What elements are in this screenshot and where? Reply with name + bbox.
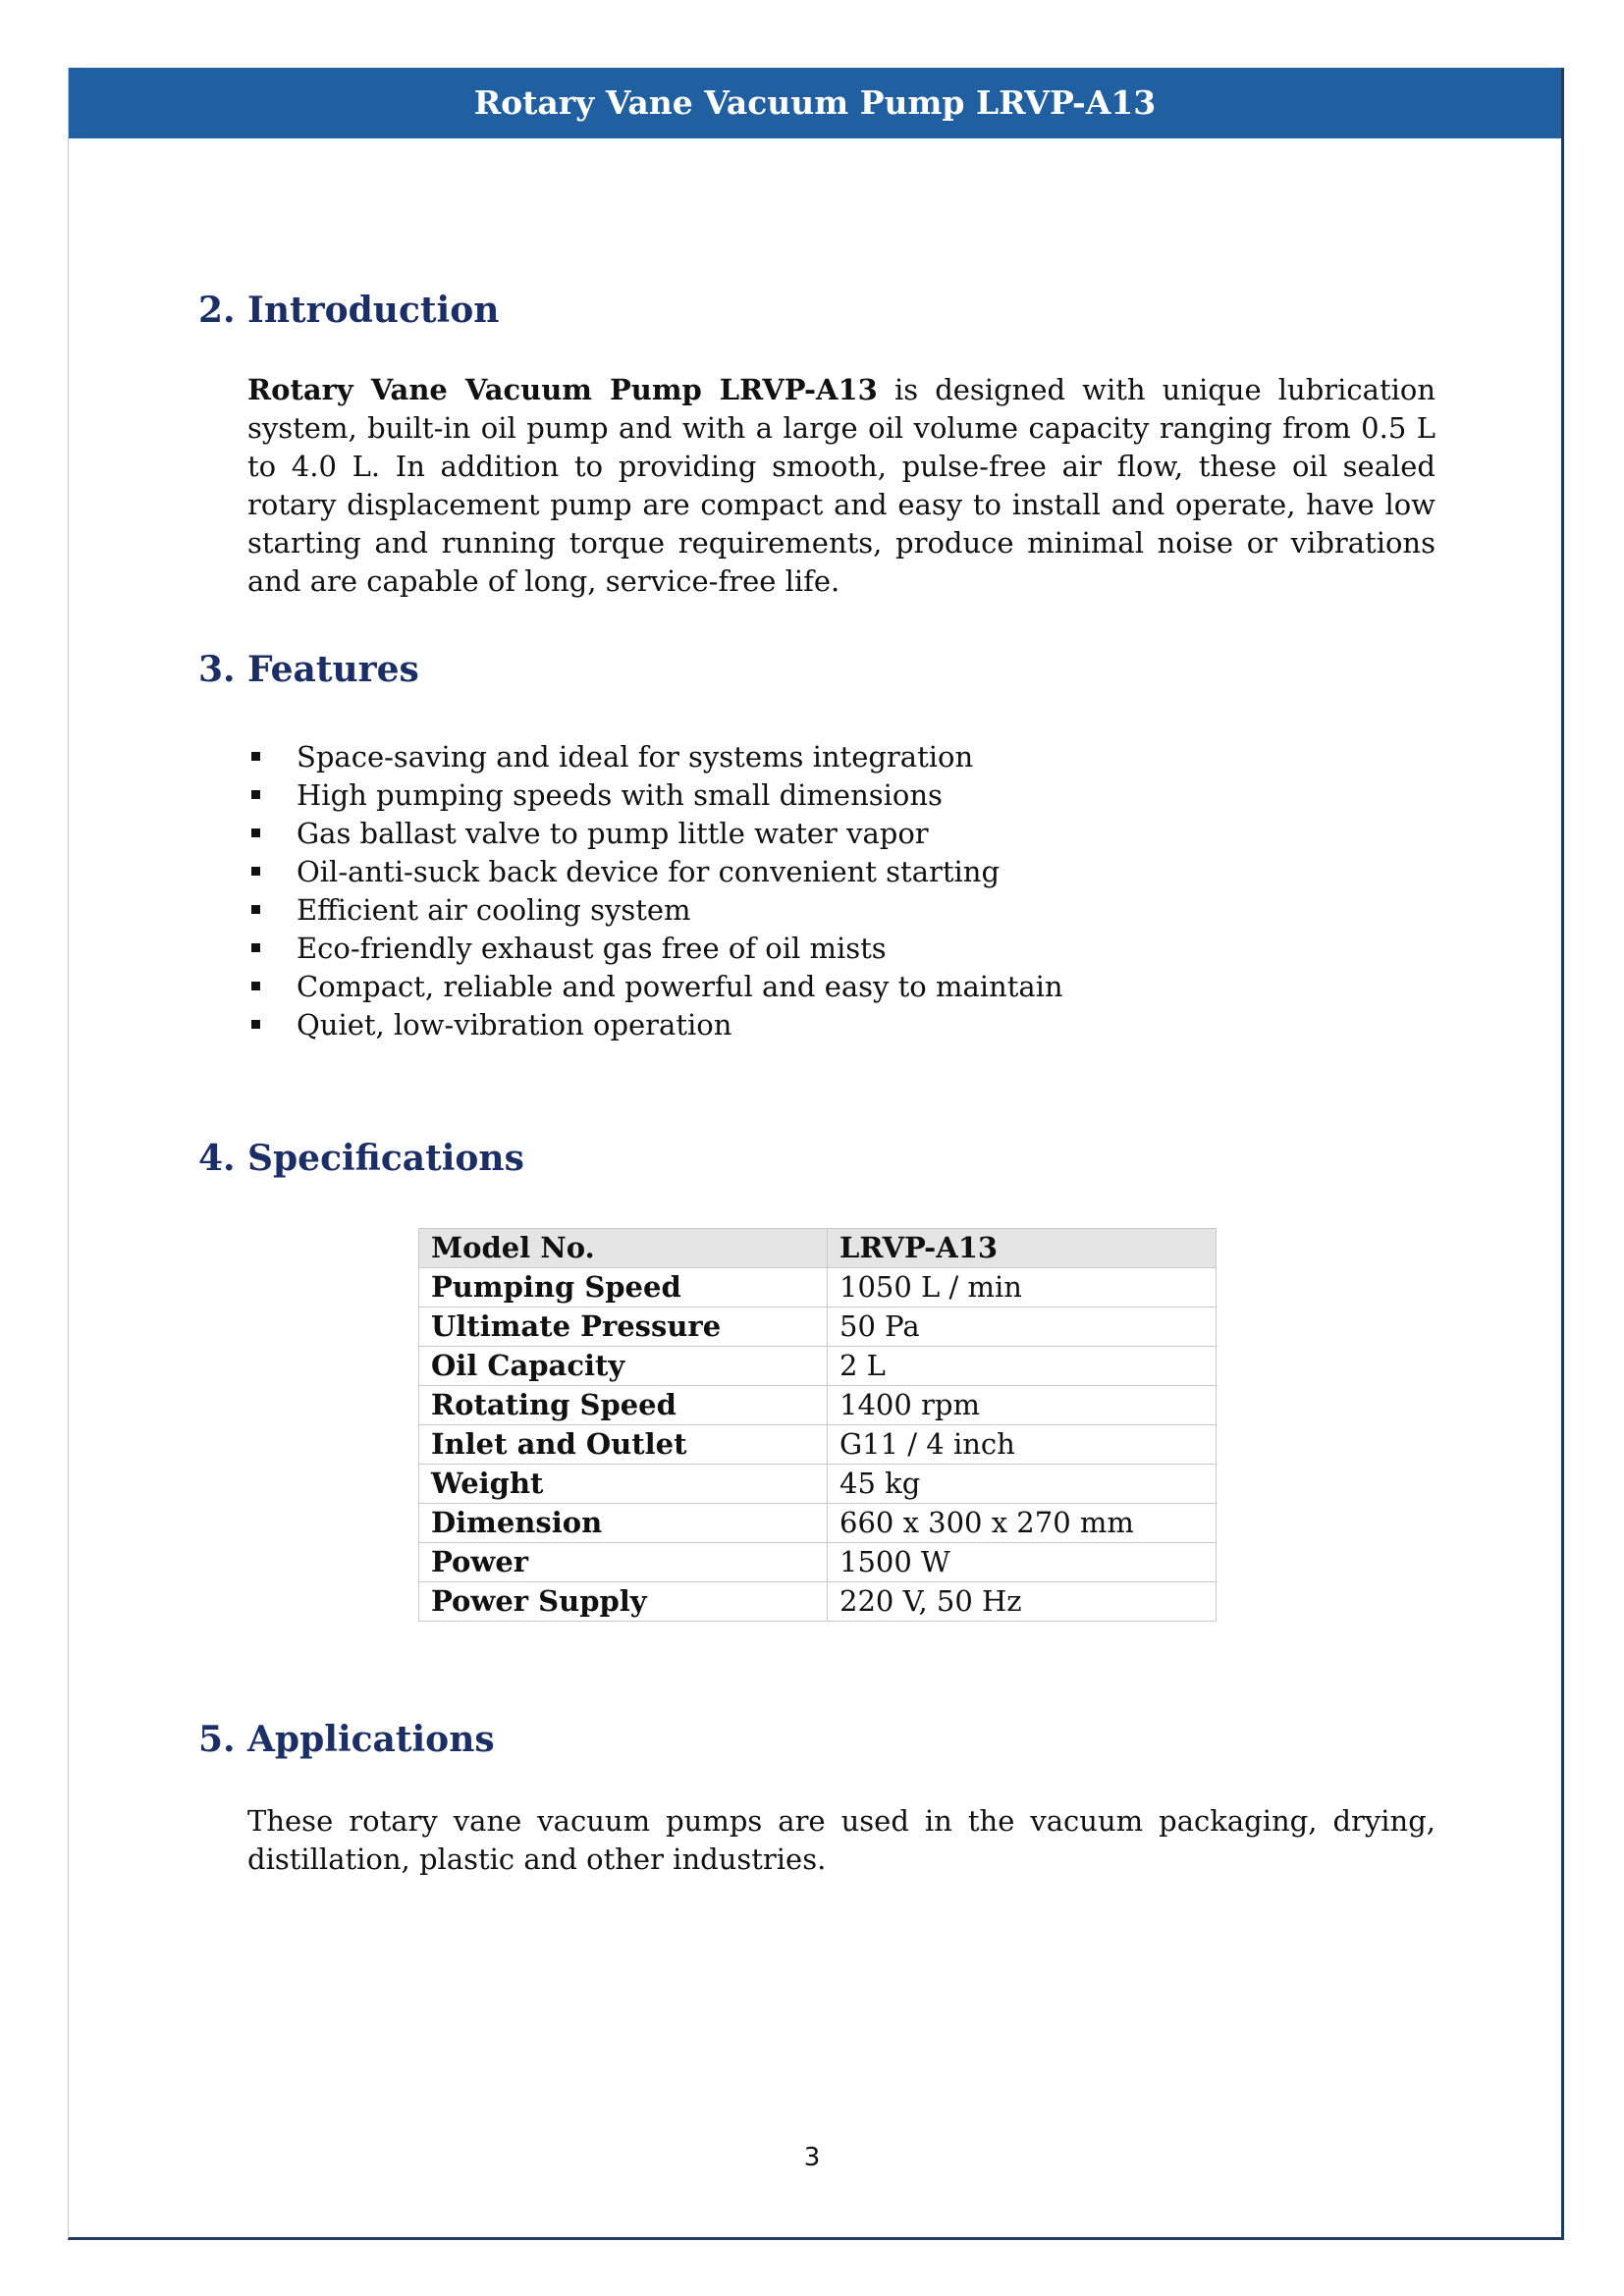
square-bullet-icon [251, 867, 260, 876]
table-row [419, 1386, 1217, 1425]
features-heading [198, 648, 419, 691]
table-row [419, 1504, 1217, 1543]
spec-value: LRVP-A13 [828, 1229, 1217, 1268]
spec-value: G11 / 4 inch [828, 1425, 1217, 1465]
feature-item [247, 815, 1063, 853]
introduction-number: 2. [198, 290, 236, 331]
feature-text: Space-saving and ideal for systems integration [297, 740, 974, 774]
spec-label: Ultimate Pressure [419, 1308, 828, 1347]
spec-value: 660 x 300 x 270 mm [828, 1504, 1217, 1543]
specifications-number: 4. [198, 1138, 236, 1179]
table-row [419, 1465, 1217, 1504]
square-bullet-icon [251, 943, 260, 952]
features-number: 3. [198, 649, 236, 690]
spec-value: 1050 L / min [828, 1268, 1217, 1308]
square-bullet-icon [251, 1020, 260, 1029]
square-bullet-icon [251, 828, 260, 837]
table-header-row [419, 1229, 1217, 1268]
feature-text: Eco-friendly exhaust gas free of oil mists [297, 932, 887, 965]
introduction-lead: Rotary Vane Vacuum Pump LRVP-A13 [247, 373, 878, 406]
introduction-paragraph [247, 371, 1435, 601]
spec-label: Model No. [419, 1229, 828, 1268]
specifications-title: Specifications [247, 1138, 524, 1179]
introduction-heading [198, 289, 499, 332]
applications-title: Applications [247, 1719, 495, 1760]
spec-label: Weight [419, 1465, 828, 1504]
feature-item [247, 738, 1063, 776]
square-bullet-icon [251, 790, 260, 799]
spec-label: Rotating Speed [419, 1386, 828, 1425]
feature-text: Quiet, low-vibration operation [297, 1008, 732, 1041]
spec-value: 45 kg [828, 1465, 1217, 1504]
spec-value: 50 Pa [828, 1308, 1217, 1347]
square-bullet-icon [251, 982, 260, 990]
features-title: Features [247, 649, 419, 690]
feature-text: Efficient air cooling system [297, 893, 691, 927]
document-title: Rotary Vane Vacuum Pump LRVP-A13 [69, 68, 1561, 138]
spec-value: 1500 W [828, 1543, 1217, 1582]
applications-paragraph: These rotary vane vacuum pumps are used in the vacuum packaging, drying, distillation, plastic and other industries. [247, 1804, 1435, 1876]
feature-item [247, 1006, 1063, 1044]
feature-text: Compact, reliable and powerful and easy to maintain [297, 970, 1063, 1003]
spec-value: 1400 rpm [828, 1386, 1217, 1425]
specifications-table [418, 1228, 1217, 1622]
feature-text: Oil-anti-suck back device for convenient starting [297, 855, 1001, 888]
spec-label: Oil Capacity [419, 1347, 828, 1386]
applications-heading [198, 1718, 495, 1761]
square-bullet-icon [251, 752, 260, 761]
spec-label: Dimension [419, 1504, 828, 1543]
table-row [419, 1347, 1217, 1386]
spec-label: Power Supply [419, 1582, 828, 1622]
table-row [419, 1268, 1217, 1308]
feature-text: High pumping speeds with small dimensions [297, 778, 943, 812]
feature-item [247, 776, 1063, 815]
feature-text: Gas ballast valve to pump little water vapor [297, 817, 929, 850]
spec-label: Pumping Speed [419, 1268, 828, 1308]
square-bullet-icon [251, 905, 260, 914]
introduction-body: is designed with unique lubrication system, built-in oil pump and with a large oil volume capacity ranging from 0.5 L to 4.0 L. In addition to providing smooth, pulse-free air flow, these oil sealed rotary displacement pump are compact and easy to install and operate, have low starting and running torque requirements, produce minimal noise or vibrations and are capable of long, service-free life. [247, 373, 1436, 598]
feature-item [247, 930, 1063, 968]
spec-label: Inlet and Outlet [419, 1425, 828, 1465]
table-row [419, 1425, 1217, 1465]
table-row [419, 1582, 1217, 1622]
features-list [247, 738, 1063, 1044]
introduction-title: Introduction [247, 290, 500, 331]
page-number: 3 [803, 2143, 821, 2172]
spec-value: 2 L [828, 1347, 1217, 1386]
table-row [419, 1308, 1217, 1347]
applications-number: 5. [198, 1719, 236, 1760]
specifications-heading [198, 1137, 524, 1180]
feature-item [247, 853, 1063, 891]
feature-item [247, 891, 1063, 930]
spec-label: Power [419, 1543, 828, 1582]
spec-value: 220 V, 50 Hz [828, 1582, 1217, 1622]
table-row [419, 1543, 1217, 1582]
feature-item [247, 968, 1063, 1006]
